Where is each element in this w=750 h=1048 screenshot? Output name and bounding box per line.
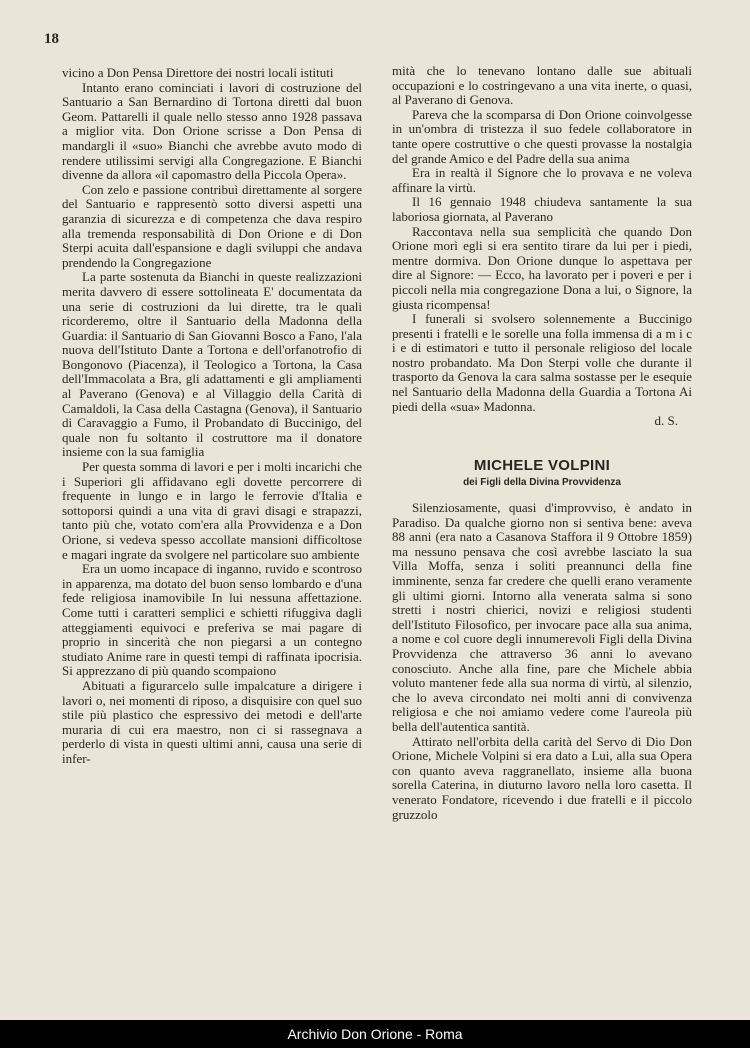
paragraph: Era un uomo incapace di inganno, ruvido e scontroso in apparenza, ma dotato del buon senso lombardo e d'una fede religiosa inamovibile In lui nessuna affettazione. Come tutti i caratteri semplici e schietti rifuggiva dagli atteggiamenti equivoci e preferiva se mai pagare di proprio in sincerità che non piegarsi a un contegno studiato Anime rare in questi tempi di raffinata ipocrisia. Si apprezzano di più quando scompaiono — [62, 561, 362, 679]
paragraph: La parte sostenuta da Bianchi in queste realizzazioni merita davvero di essere sottolineata E' documentata da una serie di costruzioni da lui dirette, tra le quali ricorderemo, oltre il Santuario della Madonna della Guardia: il Santuario di San Giovanni Bosco a Fano, l'ala nuova dell'Istituto Dante a Tortona e dell'orfanotrofio di Bongonovo (Piacenza), il Teologico a Tortona, la Casa dell'Immacolata a Bra, gli adattamenti e gli ampliamenti al Paverano (Genova) e al Villaggio della Carità di Camaldoli, la Casa della Castagna (Genova), il Santuario di Caravaggio a Fumo, il Probandato di Buccinigo, del quale non fu soltanto il costruttore ma il donatore insieme con la sua famiglia — [62, 269, 362, 460]
paragraph: Era in realtà il Signore che lo provava e ne voleva affinare la virtù. — [392, 165, 692, 195]
obituary-title: MICHELE VOLPINI — [473, 456, 611, 474]
paragraph: Intanto erano cominciati i lavori di costruzione del Santuario a San Bernardino di Tortona diretti dal buon Geom. Pattarelli il quale nello stesso anno 1928 passava a miglior vita. Don Orione scrisse a Don Pensa di mandargli il «suo» Bianchi che avrebbe avuto modo di rendere utilissimi servigi alla Congregazione. E Bianchi divenne da allora «il capomastro della Piccola Opera». — [62, 79, 362, 183]
paragraph: Attirato nell'orbita della carità del Servo di Dio Don Orione, Michele Volpini si era dato a Lui, alla sua Opera con quanto aveva raggranellato, insieme alla buona sorella Caterina, in diuturno lavoro nella loro casetta. Il venerato Fondatore, ricevendo i due fratelli e il piccolo gruzzolo — [392, 733, 692, 822]
paragraph: Con zelo e passione contribuì direttamente al sorgere del Santuario e rappresentò sotto diversi aspetti una garanzia di sicurezza e di competenza che dava respiro alla tremenda responsabilità di Don Orione e di Don Sterpi acuita dall'espansione e dagli sviluppi che andava prendendo la Congregazione — [62, 181, 362, 270]
paragraph: I funerali si svolsero solennemente a Buccinigo presenti i fratelli e le sorelle una folla immensa di a m i c i e di estimatori e tutto il personale religioso del locale nostro probandato. Ma Don Sterpi volle che durante il trasporto da Genova la cara salma sostasse per le esequie nel Santuario della Madonna della Guardia a Tortona Ai piedi della «sua» Madonna. — [392, 311, 692, 414]
archive-footer: Archivio Don Orione - Roma — [0, 1020, 750, 1048]
paragraph: Silenziosamente, quasi d'improvviso, è andato in Paradiso. Da qualche giorno non si sentiva bene: aveva 88 anni (era nato a Casanova Staffora il 9 Ottobre 1859) ma nessuno pensava che così avrebbe lasciato la sua Villa Moffa, senza i soliti preannunci della fine imminente, senza far credere che quelli erano veramente gli ultimi giorni. Intorno alla venerata salma si sono stretti i nostri chierici, novizi e religiosi studenti dell'Istituto Filosofico, per invocare pace alla sua anima, a nome e col cuore degli innumerevoli Figli della Divina Provvidenza che attraverso 36 anni lo avevano conosciuto. Anche alla fine, pare che Michele abbia voluto mantener fede alla sua norma di virtù, al silenzio, che lo aveva circondato nei molti anni di convivenza religiosa e che noi amiamo vedere come l'aureola più bella dell'autentica santità. — [392, 500, 692, 734]
paragraph: Il 16 gennaio 1948 chiudeva santamente la sua laboriosa giornata, al Paverano — [392, 194, 692, 224]
page-number: 18 — [44, 31, 59, 47]
signature: d. S. — [654, 413, 678, 429]
left-column — [62, 66, 362, 767]
paragraph: mità che lo tenevano lontano dalle sue abituali occupazioni e lo costringevano a una vita inerte, o quasi, al Paverano di Genova. — [392, 63, 692, 108]
obituary-subtitle: dei Figli della Divina Provvidenza — [463, 477, 621, 489]
paragraph: Abituati a figurarcelo sulle impalcature a dirigere i lavori o, nei momenti di riposo, a disquisire con quel suo stile più plastico che espressivo dei metodi e dell'arte muraria di cui era maestro, non ci si rassegnava a perderlo di vista in questi ultimi anni, causa una serie di infer- — [62, 677, 362, 766]
paragraph: Per questa somma di lavori e per i molti incarichi che i Superiori gli affidavano egli dovette percorrere di frequente in lungo e in largo le ferrovie d'Italia e sottoporsi quindi a una vita di gravi disagi e strapazzi, tanto più che, votato com'era alla Provvidenza e a Don Orione, si vedeva spesso accollate mansioni difficoltose e magari ingrate da svolgere nel particolare suo ambiente — [62, 459, 362, 562]
right-column — [392, 64, 692, 822]
obituary-heading — [392, 456, 692, 491]
paragraph: vicino a Don Pensa Direttore dei nostri locali istituti — [62, 65, 334, 80]
paragraph: Pareva che la scomparsa di Don Orione coinvolgesse in un'ombra di tristezza il suo fedele collaboratore in tante opere costruttive o che questi provasse la nostalgia del grande Amico e del Padre della sua anima — [392, 106, 692, 166]
paragraph: Raccontava nella sua semplicità che quando Don Orione morì egli si era sentito tirare da lui per i piedi, mentre dormiva. Don Orione dunque lo aspettava per dire al Signore: — Ecco, ha lavorato per i poveri e per i piccoli nella mia congregazione Dona a lui, o Signore, la giusta ricompensa! — [392, 223, 692, 312]
